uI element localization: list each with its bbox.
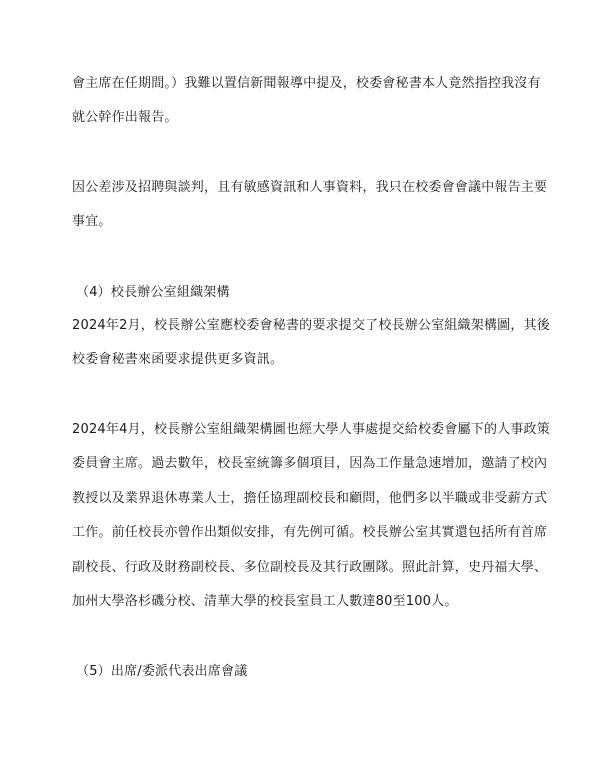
paragraph-4-line-4: 工作。前任校長亦曾作出類似安排，有先例可循。校長辦公室其實還包括所有首席 bbox=[72, 525, 548, 540]
paragraph-3-line-2: 校委會秘書來函要求提供更多資訊。 bbox=[72, 352, 284, 367]
section-4-heading: （4）校長辦公室組織架構 bbox=[76, 285, 230, 300]
section-5-heading: （5）出席/委派代表出席會議 bbox=[76, 664, 248, 679]
paragraph-3-line-1: 2024年2月，校長辦公室應校委會秘書的要求提交了校長辦公室組織架構圖，其後 bbox=[72, 318, 550, 333]
paragraph-1-line-1: 會主席在任期間。）我難以置信新聞報導中提及，校委會秘書本人竟然指控我沒有 bbox=[72, 76, 541, 91]
paragraph-2-line-1: 因公差涉及招聘與談判，且有敏感資訊和人事資料，我只在校委會會議中報告主要 bbox=[72, 180, 548, 195]
paragraph-2-line-2: 事宜。 bbox=[72, 214, 112, 229]
paragraph-4-line-1: 2024年4月，校長辦公室組織架構圖也經大學人事處提交給校委會屬下的人事政策 bbox=[72, 422, 550, 437]
paragraph-4-line-6: 加州大學洛杉磯分校、清華大學的校長室員工人數達80至100人。 bbox=[72, 594, 458, 609]
paragraph-4-line-2: 委員會主席。過去數年，校長室統籌多個項目，因為工作量急速增加，邀請了校內 bbox=[72, 456, 548, 471]
paragraph-4-line-5: 副校長、行政及財務副校長、多位副校長及其行政團隊。照此計算，史丹福大學、 bbox=[72, 560, 548, 575]
paragraph-4-line-3: 教授以及業界退休專業人士，擔任協理副校長和顧問，他們多以半職或非受薪方式 bbox=[72, 491, 548, 506]
paragraph-1-line-2: 就公幹作出報告。 bbox=[72, 110, 178, 125]
